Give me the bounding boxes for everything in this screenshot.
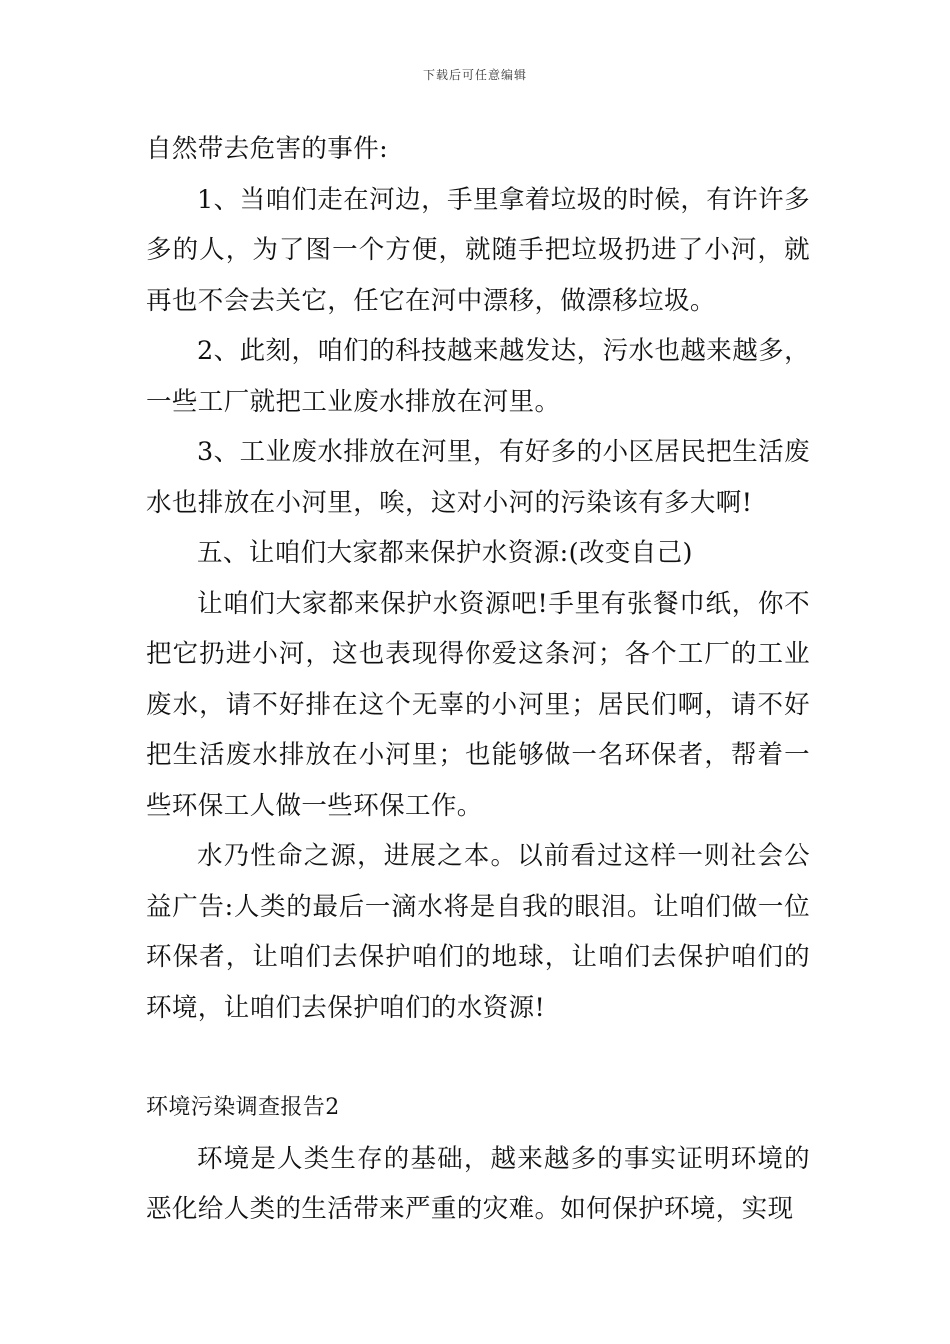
paragraph-item-2: 2、此刻，咱们的科技越来越发达，污水也越来越多，一些工厂就把工业废水排放在河里。 [146,336,810,417]
paragraph-conclusion: 水乃性命之源，进展之本。以前看过这样一则社会公益广告:人类的最后一滴水将是自我的眼泪。让咱们做一位环保者，让咱们去保护咱们的地球，让咱们去保护咱们的环境，让咱们去保护咱们的水资源! [146,841,810,1023]
paragraph-item-3: 3、工业废水排放在河里，有好多的小区居民把生活废水也排放在小河里，唉，这对小河的污染该有多大啊! [146,437,810,518]
paragraph-report-2-intro: 环境是人类生存的基础，越来越多的事实证明环境的恶化给人类的生活带来严重的灾难。如何保护环境，实现 [146,1143,810,1224]
paragraph-item-1: 1、当咱们走在河边，手里拿着垃圾的时候，有许许多多的人，为了图一个方便，就随手把垃圾扔进了小河，就再也不会去关它，任它在河中漂移，做漂移垃圾。 [146,184,810,316]
paragraph-intro: 自然带去危害的事件: [146,134,389,164]
paragraph-protect-water: 让咱们大家都来保护水资源吧!手里有张餐巾纸，你不把它扔进小河，这也表现得你爱这条河；各个工厂的工业废水，请不好排在这个无辜的小河里；居民们啊，请不好把生活废水排放在小河里；也能够做一名环保者，帮着一些环保工人做一些环保工作。 [146,588,810,821]
section-heading-five: 五、让咱们大家都来保护水资源:(改变自己) [197,538,693,568]
header-note: 下载后可任意编辑 [422,68,527,82]
report-title-2: 环境污染调查报告2 [146,1095,340,1120]
document-body [146,124,810,1235]
